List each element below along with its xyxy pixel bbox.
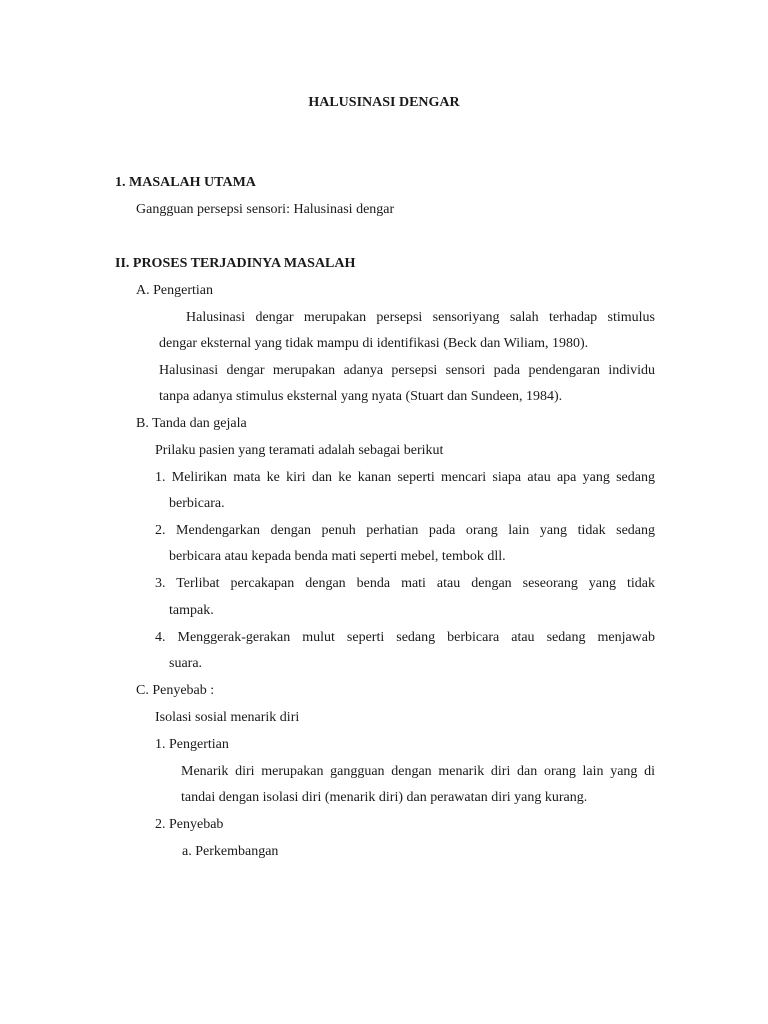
definition-p1-line2: dengar eksternal yang tidak mampu di identifikasi (Beck dan Wiliam, 1980).	[159, 336, 589, 351]
symptom-item-1-line2: berbicara.	[169, 496, 225, 511]
cause-item-2-label: 2. Penyebab	[155, 817, 224, 832]
section-1-text: Gangguan persepsi sensori: Halusinasi dengar	[136, 202, 395, 217]
cause-item-1-line1: Menarik diri merupakan gangguan dengan menarik diri dan orang lain yang di	[181, 764, 655, 779]
symptom-item-1-line1: 1. Melirikan mata ke kiri dan ke kanan seperti mencari siapa atau apa yang sedang	[155, 470, 655, 485]
cause-item-1-line2: tandai dengan isolasi diri (menarik diri) dan perawatan diri yang kurang.	[181, 790, 588, 805]
symptoms-intro: Prilaku pasien yang teramati adalah sebagai berikut	[155, 443, 444, 458]
section-1-heading: 1. MASALAH UTAMA	[115, 175, 256, 190]
symptom-item-3-line2: tampak.	[169, 603, 214, 618]
symptom-item-4-line1: 4. Menggerak-gerakan mulut seperti sedang berbicara atau sedang menjawab	[155, 630, 655, 645]
definition-p2-line1: Halusinasi dengar merupakan adanya persepsi sensori pada pendengaran individu	[159, 363, 655, 378]
cause-item-1-label: 1. Pengertian	[155, 737, 229, 752]
section-2-heading: II. PROSES TERJADINYA MASALAH	[115, 256, 356, 271]
symptom-item-3-line1: 3. Terlibat percakapan dengan benda mati atau dengan seseorang yang tidak	[155, 576, 655, 591]
cause-item-2-a: a. Perkembangan	[182, 844, 279, 859]
symptom-item-4-line2: suara.	[169, 656, 203, 671]
document-title: HALUSINASI DENGAR	[308, 95, 460, 110]
symptom-item-2-line2: berbicara atau kepada benda mati seperti mebel, tembok dll.	[169, 549, 506, 564]
symptom-item-2-line1: 2. Mendengarkan dengan penuh perhatian pada orang lain yang tidak sedang	[155, 523, 655, 538]
subsection-c-label: C. Penyebab :	[136, 683, 215, 698]
definition-p1-line1: Halusinasi dengar merupakan persepsi sensoriyang salah terhadap stimulus	[186, 310, 655, 325]
definition-p2-line2: tanpa adanya stimulus eksternal yang nyata (Stuart dan Sundeen, 1984).	[159, 389, 563, 404]
subsection-b-label: B. Tanda dan gejala	[136, 416, 247, 431]
subsection-a-label: A. Pengertian	[136, 283, 213, 298]
cause-subtitle: Isolasi sosial menarik diri	[155, 710, 300, 725]
